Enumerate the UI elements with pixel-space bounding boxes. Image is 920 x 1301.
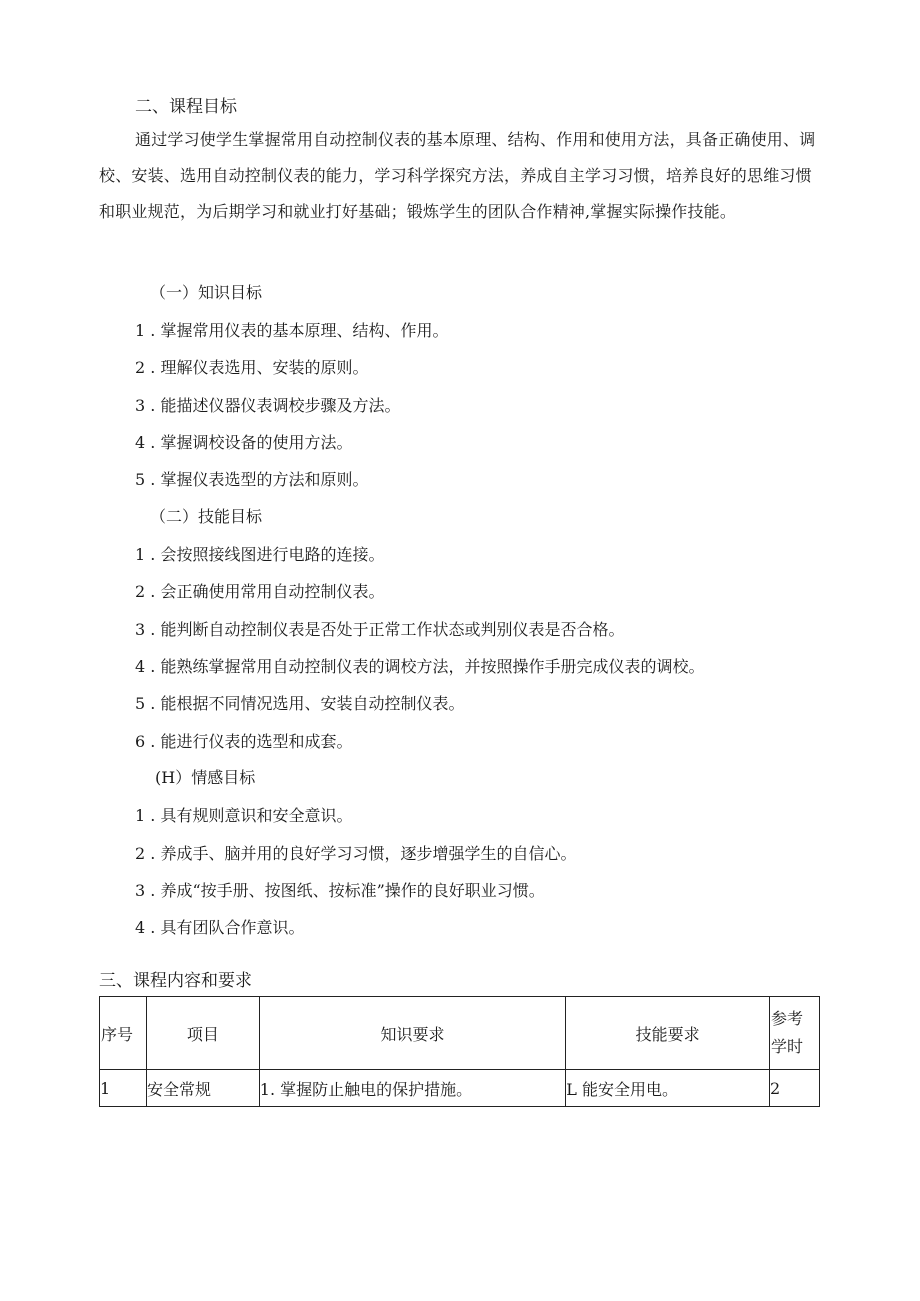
list-item: 2 . 会正确使用常用自动控制仪表。 — [135, 582, 385, 601]
cell-item: 安全常规 — [146, 1070, 259, 1107]
col-header-hours-line1: 参考 — [771, 1009, 804, 1028]
course-content-table — [99, 996, 820, 1107]
cell-knowledge: 1. 掌握防止触电的保护措施。 — [259, 1070, 566, 1107]
list-item: 2 . 理解仪表选用、安装的原则。 — [135, 358, 369, 377]
list-item: 6 . 能进行仪表的选型和成套。 — [135, 732, 353, 751]
col-header-hours — [770, 997, 820, 1070]
subheading-knowledge-goals: （一）知识目标 — [150, 283, 263, 302]
list-item: 4 . 具有团队合作意识。 — [135, 918, 305, 937]
section-heading-course-goals: 二、课程目标 — [135, 97, 237, 117]
col-header-skill: 技能要求 — [566, 997, 770, 1070]
list-item: 1 . 具有规则意识和安全意识。 — [135, 806, 353, 825]
list-item: 4 . 掌握调校设备的使用方法。 — [135, 433, 353, 452]
cell-index: 1 — [100, 1070, 147, 1107]
list-item: 1 . 掌握常用仪表的基本原理、结构、作用。 — [135, 321, 449, 340]
list-item: 3 . 养成“按手册、按图纸、按标准”操作的良好职业习惯。 — [135, 881, 545, 900]
list-item: 2 . 养成手、脑并用的良好学习习惯，逐步增强学生的自信心。 — [135, 844, 577, 863]
list-item: 3 . 能判断自动控制仪表是否处于正常工作状态或判别仪表是否合格。 — [135, 620, 625, 639]
list-item: 5 . 掌握仪表选型的方法和原则。 — [135, 470, 369, 489]
section-heading-course-content: 三、课程内容和要求 — [99, 971, 252, 991]
intro-paragraph: 通过学习使学生掌握常用自动控制仪表的基本原理、结构、作用和使用方法，具备正确使用、调校、安装、选用自动控制仪表的能力，学习科学探究方法，养成自主学习习惯，培养良好的思维习惯和职业规范，为后期学习和就业打好基础；锻炼学生的团队合作精神,掌握实际操作技能。 — [99, 130, 816, 221]
subheading-skill-goals: （二）技能目标 — [150, 507, 263, 526]
table-header-row — [100, 997, 820, 1070]
col-header-knowledge: 知识要求 — [259, 997, 566, 1070]
cell-hours: 2 — [770, 1070, 820, 1107]
cell-skill: L 能安全用电。 — [566, 1070, 770, 1107]
col-header-hours-line2: 学时 — [771, 1037, 804, 1056]
table-row — [100, 1070, 820, 1107]
list-item: 4 . 能熟练掌握常用自动控制仪表的调校方法，并按照操作手册完成仪表的调校。 — [135, 657, 705, 676]
list-item: 5 . 能根据不同情况选用、安装自动控制仪表。 — [135, 694, 465, 713]
list-item: 1 . 会按照接线图进行电路的连接。 — [135, 545, 385, 564]
col-header-item: 项目 — [146, 997, 259, 1070]
col-header-index: 序号 — [100, 997, 147, 1070]
subheading-affective-goals: (H）情感目标 — [155, 768, 256, 787]
list-item: 3 . 能描述仪器仪表调校步骤及方法。 — [135, 396, 401, 415]
